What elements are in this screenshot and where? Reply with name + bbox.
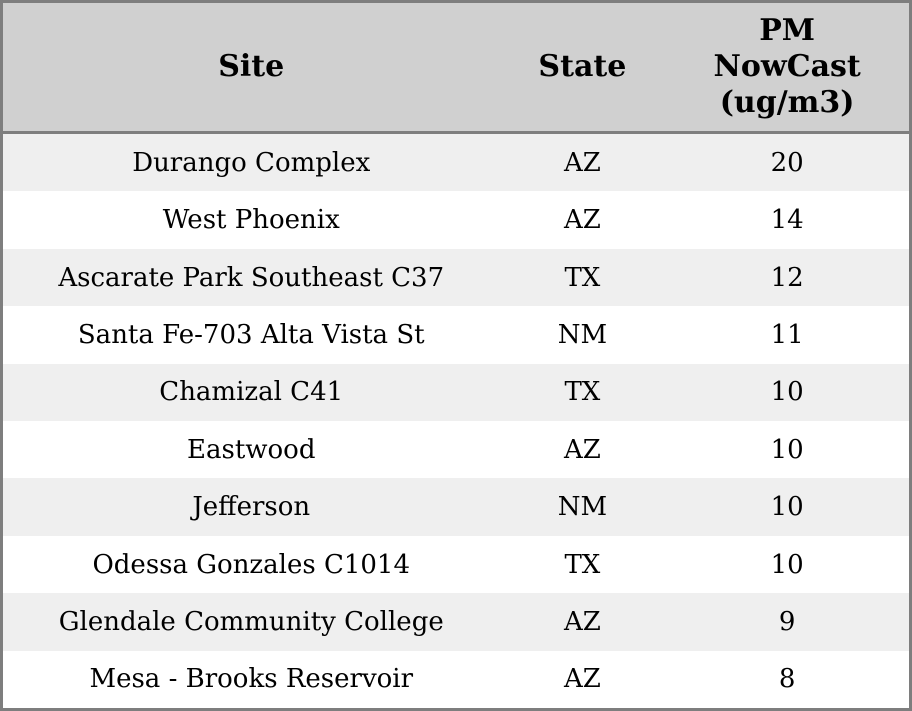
cell-site: Eastwood <box>187 434 316 465</box>
cell-site: Chamizal C41 <box>159 377 344 408</box>
cell-pm-nowcast: 11 <box>770 319 804 350</box>
cell-pm-nowcast: 14 <box>770 205 804 236</box>
cell-pm-nowcast: 8 <box>778 664 796 695</box>
column-header-site: Site <box>218 49 285 84</box>
cell-state: TX <box>564 549 601 580</box>
table-row <box>3 421 909 478</box>
cell-state: NM <box>557 492 608 523</box>
cell-site: Jefferson <box>192 492 311 523</box>
table-row <box>3 249 909 306</box>
cell-pm-nowcast: 12 <box>770 262 804 293</box>
cell-site: Odessa Gonzales C1014 <box>92 549 411 580</box>
table-row <box>3 651 909 708</box>
table-row <box>3 134 909 191</box>
cell-state: AZ <box>563 205 601 236</box>
cell-state: AZ <box>563 664 601 695</box>
cell-state: AZ <box>563 606 601 637</box>
column-header-pm-nowcast <box>665 13 909 121</box>
cell-state: NM <box>557 319 608 350</box>
cell-state: AZ <box>563 147 601 178</box>
cell-pm-nowcast: 20 <box>770 147 804 178</box>
cell-pm-nowcast: 9 <box>778 606 796 637</box>
cell-pm-nowcast: 10 <box>770 549 804 580</box>
cell-site: Santa Fe-703 Alta Vista St <box>77 319 425 350</box>
table-row <box>3 593 909 650</box>
table-body <box>3 134 909 708</box>
table-row <box>3 306 909 363</box>
cell-state: TX <box>564 262 601 293</box>
cell-state: AZ <box>563 434 601 465</box>
cell-site: Mesa - Brooks Reservoir <box>89 664 414 695</box>
cell-pm-nowcast: 10 <box>770 377 804 408</box>
table-header-row <box>3 3 909 134</box>
table-row <box>3 536 909 593</box>
table-row <box>3 191 909 248</box>
cell-state: TX <box>564 377 601 408</box>
table-row <box>3 478 909 535</box>
column-header-pm-nowcast-label: PM NowCast (ug/m3) <box>713 13 861 120</box>
cell-pm-nowcast: 10 <box>770 492 804 523</box>
table-row <box>3 364 909 421</box>
cell-site: Durango Complex <box>132 147 371 178</box>
cell-pm-nowcast: 10 <box>770 434 804 465</box>
cell-site: West Phoenix <box>162 205 340 236</box>
cell-site: Glendale Community College <box>58 606 444 637</box>
cell-site: Ascarate Park Southeast C37 <box>58 262 445 293</box>
column-header-state: State <box>538 49 627 84</box>
